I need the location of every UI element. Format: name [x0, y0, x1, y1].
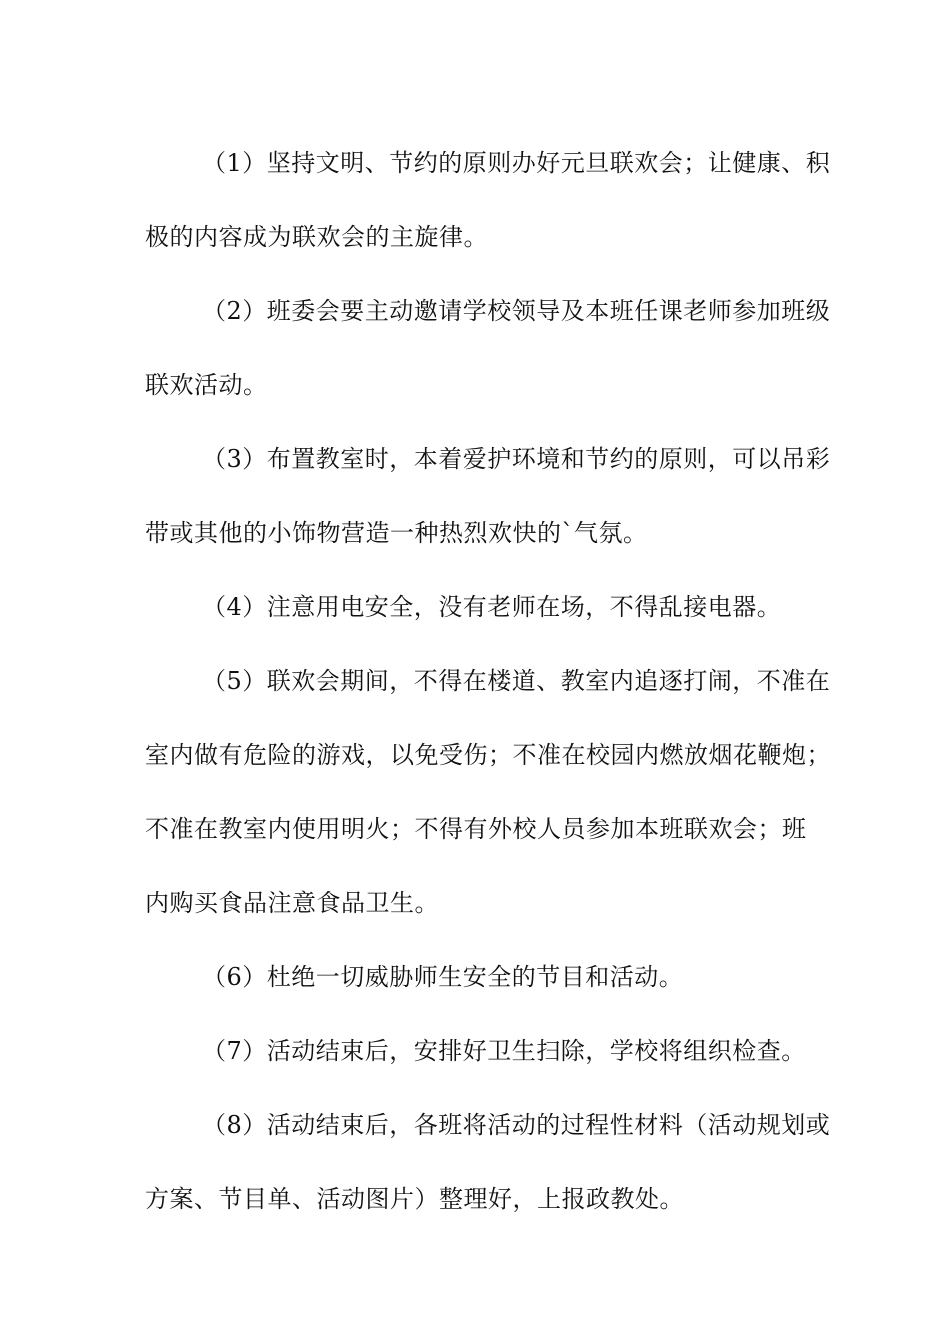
paragraph-2-line-1: （2）班委会要主动邀请学校领导及本班任课老师参加班级 — [202, 297, 831, 325]
paragraph-4 — [145, 570, 825, 644]
paragraph-3-line-1: （3）布置教室时，本着爱护环境和节约的原则，可以吊彩 — [202, 445, 831, 473]
document-body — [145, 126, 831, 1236]
paragraph-3 — [145, 422, 831, 570]
paragraph-1-line-1: （1）坚持文明、节约的原则办好元旦联欢会；让健康、积 — [202, 149, 831, 177]
paragraph-5-line-4: 内购买食品注意食品卫生。 — [145, 889, 439, 917]
paragraph-1 — [145, 126, 831, 274]
paragraph-8 — [145, 1088, 831, 1236]
paragraph-5-line-2: 室内做有危险的游戏，以免受伤；不准在校园内燃放烟花鞭炮； — [145, 741, 831, 769]
paragraph-2 — [145, 274, 831, 422]
paragraph-5 — [145, 644, 831, 940]
paragraph-5-line-1: （5）联欢会期间，不得在楼道、教室内追逐打闹，不准在 — [202, 667, 831, 695]
paragraph-2-line-2: 联欢活动。 — [145, 371, 268, 399]
paragraph-8-line-2: 方案、节目单、活动图片）整理好，上报政教处。 — [145, 1185, 684, 1213]
paragraph-3-line-2: 带或其他的小饰物营造一种热烈欢快的`气氛。 — [145, 519, 648, 547]
paragraph-7 — [145, 1014, 825, 1088]
paragraph-5-line-3: 不准在教室内使用明火；不得有外校人员参加本班联欢会；班 — [145, 815, 807, 843]
paragraph-1-line-2: 极的内容成为联欢会的主旋律。 — [145, 223, 488, 251]
paragraph-6-line-1: （6）杜绝一切威胁师生安全的节目和活动。 — [202, 963, 684, 991]
paragraph-8-line-1: （8）活动结束后，各班将活动的过程性材料（活动规划或 — [202, 1111, 831, 1139]
paragraph-7-line-1: （7）活动结束后，安排好卫生扫除，学校将组织检查。 — [202, 1037, 806, 1065]
paragraph-6 — [145, 940, 825, 1014]
paragraph-4-line-1: （4）注意用电安全，没有老师在场，不得乱接电器。 — [202, 593, 782, 621]
